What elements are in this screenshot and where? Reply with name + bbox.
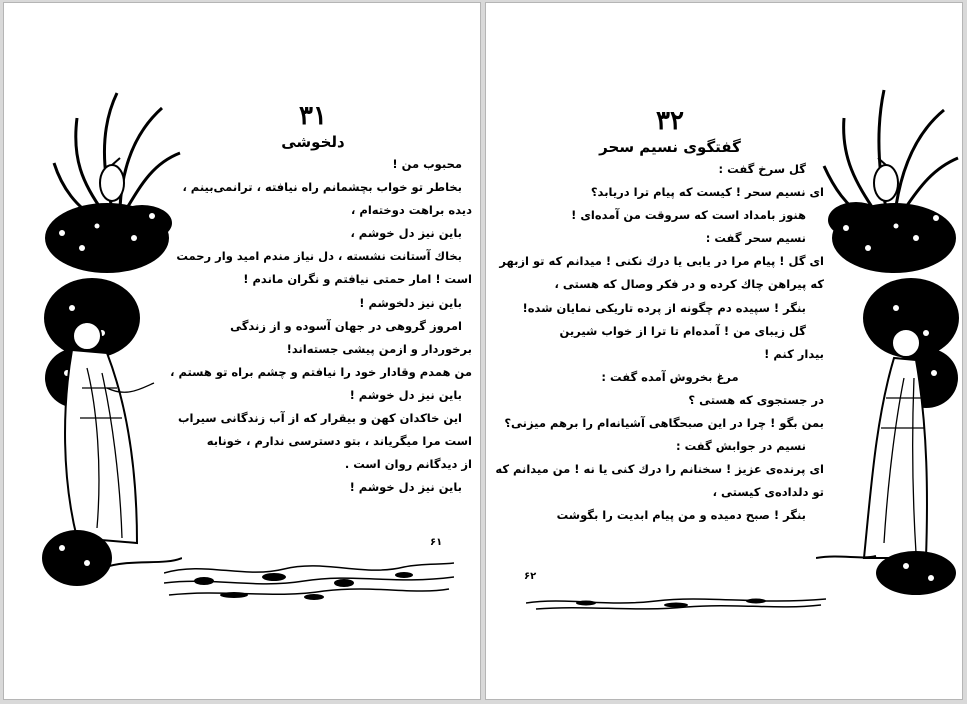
poem-line: بخاك آستانت نشسته ، دل نیاز مندم امید وار رحمت xyxy=(176,249,462,264)
poem-line: بنگر ! صبح دمیده و من پیام ابدیت را بگوشت xyxy=(556,508,806,523)
poem-number: ۳۲ xyxy=(656,106,684,136)
decorative-illustration-right xyxy=(816,88,961,608)
poem-line: امروز گروهی در جهان آسوده و از زندگی xyxy=(230,318,462,333)
poem-title: دلخوشی xyxy=(281,133,345,151)
book-page-right xyxy=(485,2,963,700)
poem-line: در جستجوی که هستی ؟ xyxy=(688,392,824,407)
poem-line: هنوز بامداد است که سروقت من آمده‌ای ! xyxy=(571,208,806,223)
poem-line: برخوردار و ازمن پیشی جسته‌اند! xyxy=(286,341,472,356)
poem-title: گفتگوی نسیم سحر xyxy=(599,138,741,156)
poem-line: ای پرنده‌ی عزیز ! سخنانم را درك کنی یا نه ! من میدانم که xyxy=(495,462,824,477)
poem-line: گل زیبای من ! آمده‌ام تا ترا از خواب شیرین xyxy=(559,323,806,338)
poem-number: ۳۱ xyxy=(299,101,327,131)
poem-line: ای گل ! پیام مرا در یابی یا درك نکنی ! میدانم که تو ازبهر xyxy=(499,254,824,269)
poem-line: باین نیز دل خوشم ، xyxy=(350,226,462,241)
poem-line: است ! امار حمتی نیافتم و نگران ماندم ! xyxy=(243,272,472,287)
poem-line: بیدار کنم ! xyxy=(764,346,824,361)
decorative-ground-border-left xyxy=(164,551,454,611)
page-number: ۶۲ xyxy=(524,571,537,582)
poem-line: نسیم سحر گفت : xyxy=(705,231,806,246)
poem-line: بخاطر تو خواب بچشمانم راه نیافته ، ترانمی‌بینم ، xyxy=(182,180,462,195)
poem-line: مرغ بخروش آمده گفت : xyxy=(601,369,739,384)
poem-line: باین نیز دلخوشم ! xyxy=(359,295,462,310)
poem-line: بمن بگو ! چرا در این صبحگاهی آشیانه‌ام را برهم میزنی؟ xyxy=(504,416,824,431)
decorative-ground-border-right xyxy=(526,585,826,615)
poem-line: محبوب من ! xyxy=(392,157,462,171)
poem-line: است مرا میگریاند ، بتو دسترسی ندارم ، خونابه xyxy=(206,434,472,449)
book-page-left xyxy=(3,2,481,700)
poem-line: تو دلداده‌ی کیستی ، xyxy=(712,485,824,500)
poem-block-left xyxy=(154,101,472,499)
poem-line: باین نیز دل خوشم ! xyxy=(349,387,462,402)
poem-line: این خاکدان کهن و بیقرار که از آب زندگانی سیراب xyxy=(177,411,462,426)
poem-line: گل سرخ گفت : xyxy=(718,162,806,176)
poem-line: نسیم در جوابش گفت : xyxy=(675,439,806,454)
page-number: ۶۱ xyxy=(430,537,443,548)
poem-line: از دیدگانم روان است . xyxy=(344,457,472,472)
poem-line: که پیراهن چاك کرده و در فکر وصال که هستی ، xyxy=(554,277,824,292)
poem-line: من همدم وقادار خود را نیافتم و چشم براه تو هستم ، xyxy=(170,364,472,379)
poem-line: ای نسیم سحر ! کیست که پیام ترا دریابد؟ xyxy=(590,185,824,200)
poem-line: بنگر ! سپیده دم چگونه از پرده تاریکی نمایان شده! xyxy=(522,300,806,315)
poem-line: باین نیز دل خوشم ! xyxy=(349,480,462,495)
poem-block-right xyxy=(495,106,824,528)
poem-line: دیده براهت دوخته‌ام ، xyxy=(351,203,472,218)
